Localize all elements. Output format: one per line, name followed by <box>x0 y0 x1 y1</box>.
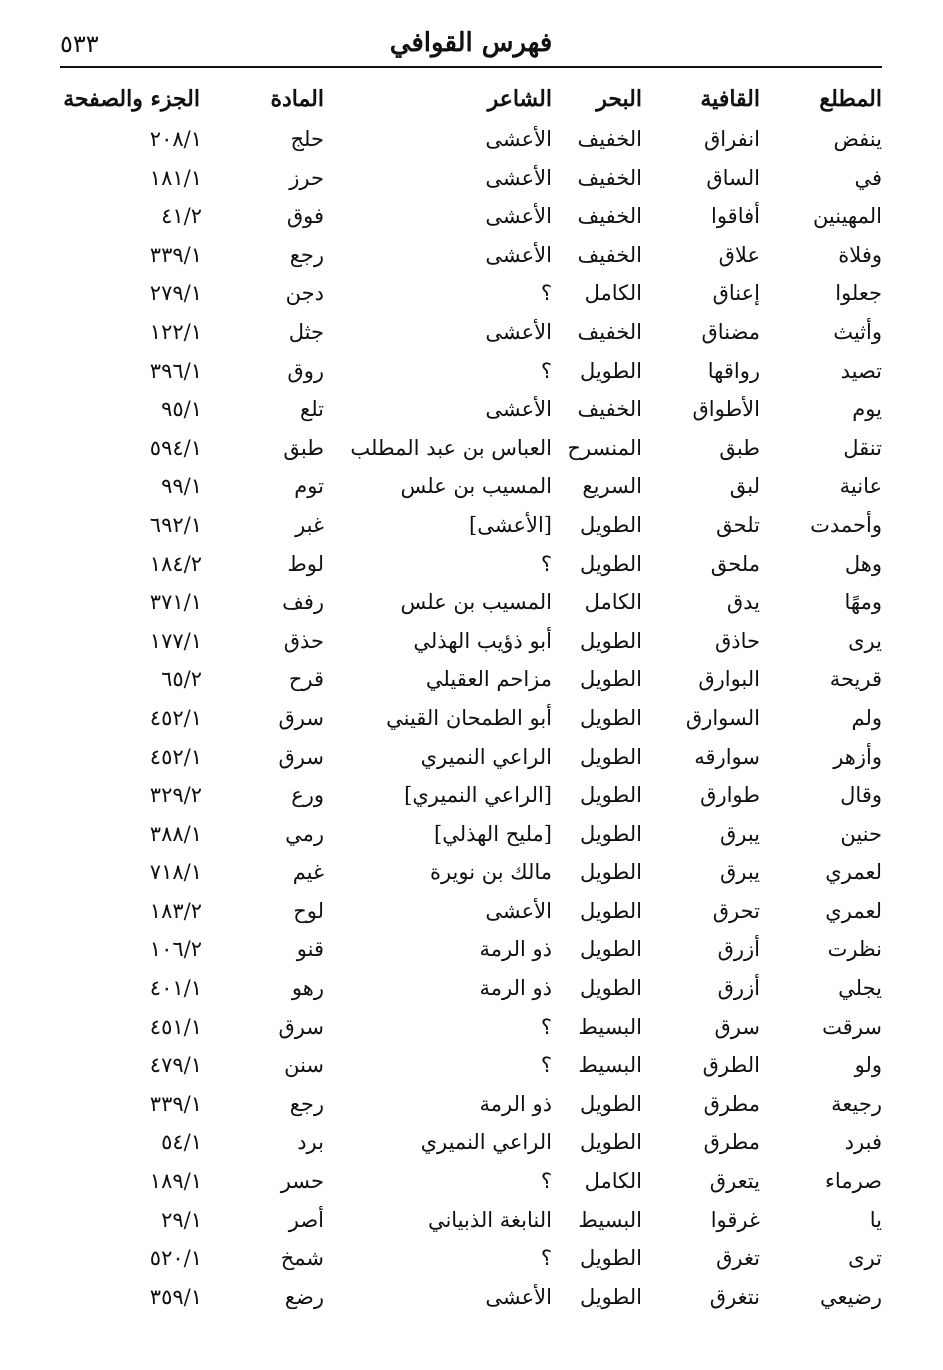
cell-bahr: الطويل <box>579 1284 642 1309</box>
cell-page: ٣٩٦/١ <box>149 358 202 383</box>
page-number: ٥٣٣ <box>60 30 99 58</box>
cell-bahr: الخفيف <box>577 165 642 190</box>
table-row <box>60 815 882 854</box>
cell-page: ٤٧٩/١ <box>149 1053 202 1078</box>
cell-matla: لعمري <box>825 898 882 923</box>
cell-bahr: الطويل <box>579 783 642 808</box>
cell-shaer: الراعي النميري <box>420 1130 552 1155</box>
cell-matla: وقال <box>840 783 882 808</box>
cell-matla: حنين <box>840 821 882 846</box>
cell-page: ٢٠٨/١ <box>149 127 202 151</box>
cell-bahr: الطويل <box>579 551 642 576</box>
cell-shaer: ؟ <box>540 281 552 306</box>
table-row <box>60 1085 882 1124</box>
table-row <box>60 236 882 275</box>
table-row <box>60 429 882 468</box>
cell-shaer: الأعشى <box>485 319 552 344</box>
cell-matla: تنقل <box>843 435 882 460</box>
cell-shaer: مزاحم العقيلي <box>425 667 552 692</box>
table-row <box>60 120 882 159</box>
table-row <box>60 352 882 391</box>
table-row <box>60 1278 882 1317</box>
table-row <box>60 776 882 815</box>
cell-shaer: ؟ <box>540 1246 552 1271</box>
cell-qafia: مضناق <box>701 319 760 344</box>
cell-qafia: إعناق <box>712 281 760 306</box>
cell-matla: تصيد <box>840 358 882 383</box>
cell-page: ١٢٢/١ <box>149 319 202 344</box>
cell-page: ١٧٧/١ <box>149 628 202 653</box>
cell-bahr: الطويل <box>579 358 642 383</box>
cell-shaer: المسيب بن علس <box>400 474 552 499</box>
cell-madda: غيم <box>292 860 324 885</box>
cell-page: ٧١٨/١ <box>149 860 202 885</box>
cell-matla: وأحمدت <box>810 512 882 537</box>
cell-matla: رجيعة <box>831 1091 882 1116</box>
table-row <box>60 1123 882 1162</box>
cell-qafia: أزرق <box>717 937 760 962</box>
cell-madda: شمخ <box>280 1246 324 1271</box>
cell-madda: حذق <box>283 628 324 653</box>
cell-page: ١٨٣/٢ <box>149 898 202 923</box>
cell-bahr: الخفيف <box>577 319 642 344</box>
cell-page: ٤٥١/١ <box>149 1014 202 1039</box>
cell-page: ١٠٦/٢ <box>149 937 202 962</box>
page-header <box>60 22 882 66</box>
column-header-qafia: القافية <box>700 86 760 112</box>
cell-madda: لوط <box>287 551 324 576</box>
cell-madda: فوق <box>286 204 324 229</box>
cell-shaer: الأعشى <box>485 204 552 229</box>
cell-qafia: لبق <box>729 474 760 499</box>
cell-matla: يا <box>869 1207 882 1232</box>
cell-madda: طبق <box>283 435 324 460</box>
table-row <box>60 969 882 1008</box>
cell-page: ٥٤/١ <box>161 1130 202 1155</box>
cell-shaer: أبو الطمحان القيني <box>386 705 552 730</box>
cell-matla: فبرد <box>844 1130 882 1155</box>
cell-qafia: طوارق <box>700 783 760 808</box>
cell-qafia: تحرق <box>712 898 760 923</box>
cell-page: ٤٥٢/١ <box>149 705 202 730</box>
table-header-row <box>60 80 882 120</box>
cell-qafia: مطرق <box>703 1130 760 1155</box>
cell-shaer: المسيب بن علس <box>400 590 552 615</box>
cell-bahr: البسيط <box>578 1014 642 1039</box>
cell-qafia: حاذق <box>714 628 760 653</box>
cell-matla: وأثيث <box>833 319 882 344</box>
cell-qafia: أفاقوا <box>711 204 760 229</box>
cell-shaer: ؟ <box>540 1169 552 1194</box>
table-row <box>60 738 882 777</box>
cell-qafia: يدق <box>726 590 760 615</box>
cell-qafia: طبق <box>719 435 760 460</box>
table-row <box>60 660 882 699</box>
cell-matla: سرقت <box>822 1014 882 1039</box>
cell-qafia: تغرق <box>716 1246 760 1271</box>
cell-page: ٢٩/١ <box>161 1207 202 1232</box>
cell-shaer: العباس بن عبد المطلب <box>350 435 552 460</box>
table-row <box>60 1201 882 1240</box>
cell-qafia: السوارق <box>685 705 760 730</box>
table-row <box>60 1008 882 1047</box>
table-row <box>60 622 882 661</box>
table-row <box>60 390 882 429</box>
cell-page: ٣٥٩/١ <box>149 1284 202 1309</box>
table-row <box>60 506 882 545</box>
cell-shaer: النابغة الذبياني <box>427 1207 552 1232</box>
cell-qafia: يبرق <box>719 860 760 885</box>
cell-matla: المهينين <box>812 204 882 229</box>
cell-qafia: ملحق <box>710 551 760 576</box>
cell-matla: ترى <box>848 1246 882 1271</box>
cell-madda: غبر <box>295 512 324 537</box>
cell-shaer: [مليح الهذلي] <box>434 821 552 846</box>
cell-madda: دجن <box>285 281 324 306</box>
cell-shaer: ؟ <box>540 1053 552 1078</box>
cell-qafia: يبرق <box>719 821 760 846</box>
cell-qafia: سرق <box>714 1014 760 1039</box>
cell-shaer: الأعشى <box>485 898 552 923</box>
cell-matla: وفلاة <box>838 242 882 267</box>
cell-shaer: ذو الرمة <box>479 937 552 962</box>
cell-shaer: ؟ <box>540 358 552 383</box>
cell-madda: برد <box>297 1130 324 1155</box>
cell-matla: في <box>854 165 882 190</box>
cell-matla: نظرت <box>827 937 882 962</box>
cell-bahr: الطويل <box>579 744 642 769</box>
cell-madda: رجع <box>289 1091 324 1116</box>
cell-bahr: الطويل <box>579 667 642 692</box>
cell-bahr: الطويل <box>579 976 642 1001</box>
cell-qafia: يتعرق <box>709 1169 760 1194</box>
cell-bahr: الطويل <box>579 1091 642 1116</box>
cell-matla: ينفض <box>833 127 882 151</box>
cell-page: ٩٥/١ <box>161 397 202 422</box>
cell-matla: لعمري <box>825 860 882 885</box>
cell-matla: ومهًا <box>844 590 882 615</box>
cell-matla: عانية <box>839 474 882 499</box>
cell-qafia: سوارقه <box>694 744 760 769</box>
table-row <box>60 699 882 738</box>
cell-madda: ورع <box>291 783 324 808</box>
cell-page: ٤٥٢/١ <box>149 744 202 769</box>
table-row <box>60 467 882 506</box>
cell-qafia: مطرق <box>703 1091 760 1116</box>
cell-shaer: الراعي النميري <box>420 744 552 769</box>
cell-shaer: ؟ <box>540 551 552 576</box>
column-header-shaer: الشاعر <box>487 86 552 112</box>
cell-madda: قنو <box>296 937 324 962</box>
cell-madda: لوح <box>293 898 324 923</box>
cell-bahr: الطويل <box>579 512 642 537</box>
cell-bahr: البسيط <box>578 1207 642 1232</box>
cell-qafia: نتغرق <box>709 1284 760 1309</box>
cell-qafia: البوارق <box>698 667 760 692</box>
cell-bahr: الطويل <box>579 898 642 923</box>
cell-bahr: الطويل <box>579 705 642 730</box>
cell-bahr: الطويل <box>579 1246 642 1271</box>
cell-qafia: تلحق <box>716 512 760 537</box>
cell-shaer: [الأعشى] <box>469 512 552 537</box>
table-row <box>60 159 882 198</box>
column-header-madda: المادة <box>270 86 324 112</box>
cell-qafia: الساق <box>706 165 760 190</box>
cell-page: ٣٨٨/١ <box>149 821 202 846</box>
cell-qafia: أزرق <box>717 976 760 1001</box>
table-row <box>60 1239 882 1278</box>
cell-madda: روق <box>287 358 324 383</box>
cell-page: ٦٥/٢ <box>161 667 202 692</box>
cell-page: ٣٢٩/٢ <box>149 783 202 808</box>
table-row <box>60 853 882 892</box>
cell-qafia: انفراق <box>703 127 760 151</box>
cell-madda: توم <box>294 474 324 499</box>
cell-bahr: الخفيف <box>577 397 642 422</box>
cell-shaer: الأعشى <box>485 397 552 422</box>
cell-page: ٢٧٩/١ <box>149 281 202 306</box>
cell-bahr: الكامل <box>584 281 642 306</box>
cell-bahr: الخفيف <box>577 204 642 229</box>
cell-qafia: رواقها <box>707 358 760 383</box>
cell-bahr: الطويل <box>579 821 642 846</box>
cell-matla: يوم <box>852 397 882 422</box>
column-header-bahr: البحر <box>596 86 642 112</box>
cell-matla: جعلوا <box>835 281 882 306</box>
cell-madda: حسر <box>280 1169 324 1194</box>
cell-bahr: الطويل <box>579 860 642 885</box>
cell-page: ٤١/٢ <box>161 204 202 229</box>
cell-bahr: السريع <box>582 474 642 499</box>
cell-bahr: الخفيف <box>577 242 642 267</box>
cell-shaer: ذو الرمة <box>479 1091 552 1116</box>
cell-page: ٤٠١/١ <box>149 976 202 1001</box>
cell-shaer: الأعشى <box>485 242 552 267</box>
cell-shaer: مالك بن نويرة <box>429 860 552 885</box>
cell-qafia: علاق <box>718 242 760 267</box>
cell-bahr: البسيط <box>578 1053 642 1078</box>
cell-bahr: الكامل <box>584 590 642 615</box>
table-row <box>60 583 882 622</box>
cell-madda: رفف <box>282 590 324 615</box>
cell-matla: وأزهر <box>833 744 882 769</box>
cell-matla: رضيعي <box>820 1284 882 1309</box>
cell-madda: قرح <box>288 667 324 692</box>
cell-bahr: الكامل <box>584 1169 642 1194</box>
cell-matla: ولو <box>854 1053 882 1078</box>
table-row <box>60 1162 882 1201</box>
cell-madda: تلع <box>300 397 324 422</box>
table-row <box>60 1046 882 1085</box>
cell-madda: أصر <box>288 1207 324 1232</box>
cell-shaer: [الراعي النميري] <box>404 783 552 808</box>
cell-madda: جثل <box>288 319 324 344</box>
cell-bahr: الطويل <box>579 937 642 962</box>
table-row <box>60 930 882 969</box>
cell-page: ٥٢٠/١ <box>149 1246 202 1271</box>
rhymes-index-table <box>60 80 882 1316</box>
table-row <box>60 545 882 584</box>
cell-madda: رجع <box>289 242 324 267</box>
cell-shaer: الأعشى <box>485 127 552 151</box>
cell-page: ٥٩٤/١ <box>149 435 202 460</box>
cell-madda: سنن <box>284 1053 324 1078</box>
table-row <box>60 313 882 352</box>
cell-page: ٣٣٩/١ <box>149 242 202 267</box>
cell-shaer: الأعشى <box>485 1284 552 1309</box>
cell-shaer: الأعشى <box>485 165 552 190</box>
cell-matla: قريحة <box>829 667 882 692</box>
cell-matla: يرى <box>848 628 882 653</box>
page-title: فهرس القوافي <box>389 28 553 58</box>
cell-madda: سرق <box>278 744 324 769</box>
cell-madda: حرز <box>289 165 324 190</box>
cell-madda: سرق <box>278 705 324 730</box>
table-row <box>60 274 882 313</box>
cell-madda: رهو <box>291 976 324 1001</box>
cell-madda: سرق <box>278 1014 324 1039</box>
cell-qafia: غرقوا <box>710 1207 760 1232</box>
cell-matla: ولم <box>851 705 882 730</box>
cell-madda: حلج <box>290 127 324 151</box>
cell-bahr: الخفيف <box>577 127 642 151</box>
column-header-page: الجزء والصفحة <box>63 86 200 112</box>
cell-bahr: المنسرح <box>567 435 642 460</box>
cell-page: ١٨٤/٢ <box>149 551 202 576</box>
cell-shaer: ذو الرمة <box>479 976 552 1001</box>
cell-page: ١٨١/١ <box>149 165 202 190</box>
cell-shaer: ؟ <box>540 1014 552 1039</box>
cell-matla: وهل <box>844 551 882 576</box>
cell-qafia: الطرق <box>702 1053 760 1078</box>
cell-bahr: الطويل <box>579 1130 642 1155</box>
cell-page: ٣٧١/١ <box>149 590 202 615</box>
header-divider <box>60 66 882 68</box>
cell-page: ٩٩/١ <box>161 474 202 499</box>
cell-matla: يجلي <box>838 976 882 1001</box>
cell-shaer: أبو ذؤيب الهذلي <box>413 628 552 653</box>
cell-madda: رضع <box>284 1284 324 1309</box>
cell-bahr: الطويل <box>579 628 642 653</box>
cell-madda: رمي <box>285 821 324 846</box>
table-row <box>60 892 882 931</box>
table-row <box>60 197 882 236</box>
cell-page: ١٨٩/١ <box>149 1169 202 1194</box>
cell-matla: صرماء <box>825 1169 882 1194</box>
cell-page: ٦٩٢/١ <box>149 512 202 537</box>
column-header-matla: المطلع <box>819 86 882 112</box>
cell-page: ٣٣٩/١ <box>149 1091 202 1116</box>
cell-qafia: الأطواق <box>692 397 760 422</box>
